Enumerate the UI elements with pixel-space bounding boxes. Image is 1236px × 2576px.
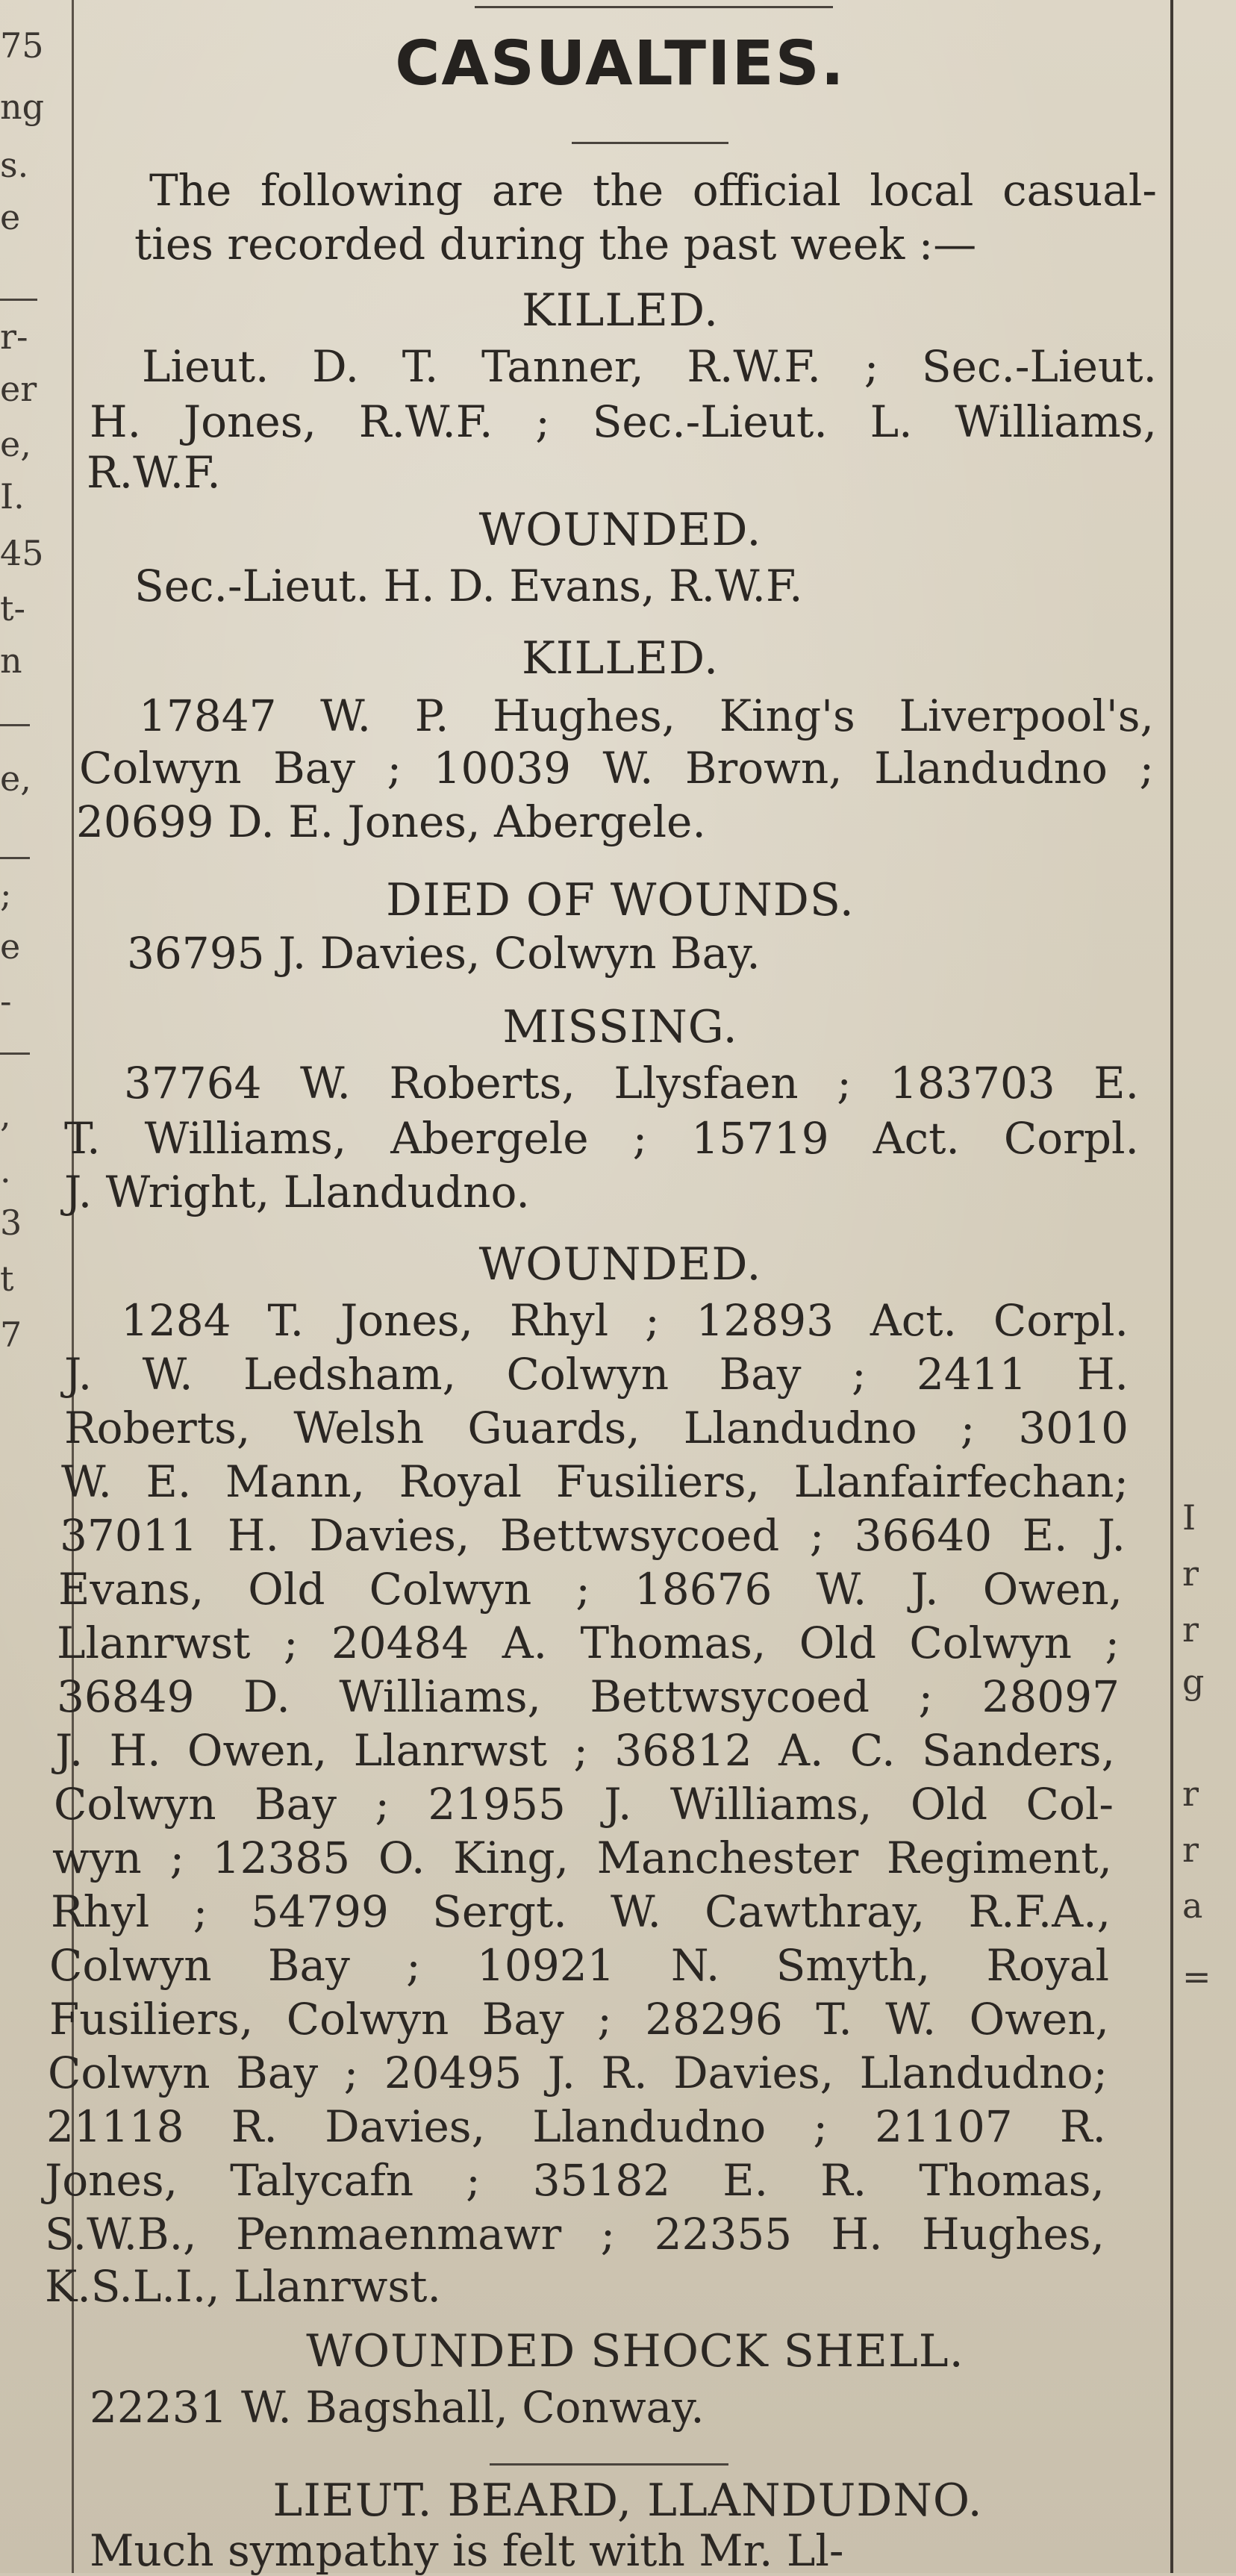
casualties-article bbox=[45, 0, 1169, 2576]
entry-line: Lieut. D. T. Tanner, R.W.F. ; Sec.-Lieut. bbox=[142, 341, 1157, 392]
left-fragment: s. bbox=[0, 145, 29, 185]
entry-line: J. W. Ledsham, Colwyn Bay ; 2411 H. bbox=[64, 1349, 1129, 1400]
left-fragment: ; bbox=[0, 874, 12, 914]
left-fragment: er bbox=[0, 369, 37, 409]
right-fragment: r bbox=[1182, 1830, 1199, 1870]
section-heading: DIED OF WOUNDS. bbox=[386, 874, 855, 926]
left-divider bbox=[0, 299, 37, 301]
entry-line: Llanrwst ; 20484 A. Thomas, Old Colwyn ; bbox=[57, 1618, 1120, 1668]
entry-line: 36795 J. Davies, Colwyn Bay. bbox=[127, 928, 761, 979]
section-rule bbox=[490, 2463, 728, 2466]
left-fragment: , bbox=[0, 1094, 11, 1135]
entry-line: 22231 W. Bagshall, Conway. bbox=[90, 2382, 705, 2433]
next-article-heading: LIEUT. BEARD, LLANDUDNO. bbox=[272, 2474, 983, 2527]
top-rule bbox=[475, 6, 833, 8]
intro-line: The following are the official local casual- bbox=[149, 165, 1157, 216]
left-fragment: I. bbox=[0, 476, 25, 517]
right-column-fragments bbox=[1175, 0, 1236, 2573]
left-fragment: . bbox=[0, 1150, 11, 1191]
section-heading: WOUNDED. bbox=[478, 1238, 762, 1291]
intro-line: ties recorded during the past week :— bbox=[134, 219, 977, 269]
left-fragment: 45 bbox=[0, 533, 44, 573]
next-article-line: Much sympathy is felt with Mr. Ll- bbox=[90, 2525, 844, 2576]
article-title: CASUALTIES. bbox=[395, 28, 846, 99]
entry-line: Colwyn Bay ; 10039 W. Brown, Llandudno ; bbox=[79, 743, 1154, 793]
entry-line: W. E. Mann, Royal Fusiliers, Llanfairfechan; bbox=[61, 1456, 1129, 1507]
section-heading: WOUNDED. bbox=[478, 504, 762, 556]
section-heading: KILLED. bbox=[521, 632, 720, 684]
entry-line: J. Wright, Llandudno. bbox=[64, 1167, 530, 1217]
left-fragment: e, bbox=[0, 758, 31, 799]
entry-line: 17847 W. P. Hughes, King's Liverpool's, bbox=[139, 690, 1154, 741]
left-divider bbox=[0, 857, 30, 859]
left-divider bbox=[0, 1052, 30, 1055]
entry-line: 36849 D. Williams, Bettwsycoed ; 28097 bbox=[57, 1671, 1120, 1722]
left-fragment: e bbox=[0, 926, 21, 967]
left-fragment: r- bbox=[0, 316, 28, 357]
entry-line: Sec.-Lieut. H. D. Evans, R.W.F. bbox=[134, 561, 803, 611]
right-fragment: g bbox=[1182, 1662, 1205, 1702]
right-fragment: I bbox=[1182, 1497, 1196, 1538]
entry-line: T. Williams, Abergele ; 15719 Act. Corpl. bbox=[64, 1113, 1139, 1164]
left-divider bbox=[0, 724, 30, 726]
left-fragment: 7 bbox=[0, 1314, 22, 1355]
left-fragment: - bbox=[0, 981, 12, 1021]
entry-line: 21118 R. Davies, Llandudno ; 21107 R. bbox=[46, 2101, 1106, 2152]
entry-line: Colwyn Bay ; 20495 J. R. Davies, Llandudno; bbox=[48, 2048, 1108, 2098]
entry-line: Colwyn Bay ; 21955 J. Williams, Old Col- bbox=[54, 1779, 1114, 1830]
entry-line: S.W.B., Penmaenmawr ; 22355 H. Hughes, bbox=[45, 2209, 1105, 2260]
entry-line: Fusiliers, Colwyn Bay ; 28296 T. W. Owen, bbox=[49, 1994, 1109, 2045]
left-fragment: 75 bbox=[0, 25, 44, 66]
section-heading: WOUNDED SHOCK SHELL. bbox=[306, 2325, 964, 2377]
entry-line: 37764 W. Roberts, Llysfaen ; 183703 E. bbox=[124, 1058, 1139, 1108]
entry-line: R.W.F. bbox=[87, 447, 221, 498]
right-fragment: = bbox=[1182, 1956, 1211, 1997]
right-fragment: r bbox=[1182, 1774, 1199, 1814]
section-heading: KILLED. bbox=[521, 284, 720, 337]
entry-line: J. H. Owen, Llanrwst ; 36812 A. C. Sanders, bbox=[55, 1725, 1115, 1776]
entry-line: wyn ; 12385 O. King, Manchester Regiment, bbox=[52, 1833, 1112, 1883]
entry-line: 20699 D. E. Jones, Abergele. bbox=[76, 796, 706, 847]
left-fragment: ng bbox=[0, 87, 45, 127]
right-fragment: r bbox=[1182, 1609, 1199, 1650]
title-rule bbox=[572, 142, 728, 144]
left-fragment: t bbox=[0, 1259, 14, 1299]
entry-line: Jones, Talycafn ; 35182 E. R. Thomas, bbox=[45, 2155, 1105, 2206]
entry-line: Roberts, Welsh Guards, Llandudno ; 3010 bbox=[64, 1403, 1129, 1453]
entry-line: 1284 T. Jones, Rhyl ; 12893 Act. Corpl. bbox=[121, 1295, 1129, 1346]
column-rule-right bbox=[1170, 0, 1173, 2573]
left-fragment: e, bbox=[0, 424, 31, 464]
left-fragment: 3 bbox=[0, 1203, 22, 1243]
left-fragment: t- bbox=[0, 588, 26, 629]
right-fragment: r bbox=[1182, 1553, 1199, 1594]
entry-line: Rhyl ; 54799 Sergt. W. Cawthray, R.F.A., bbox=[51, 1886, 1111, 1937]
entry-line: Evans, Old Colwyn ; 18676 W. J. Owen, bbox=[58, 1564, 1123, 1615]
left-fragment: n bbox=[0, 640, 22, 681]
entry-line: Colwyn Bay ; 10921 N. Smyth, Royal bbox=[49, 1940, 1109, 1991]
entry-line: 37011 H. Davies, Bettwsycoed ; 36640 E. J. bbox=[60, 1510, 1126, 1561]
left-fragment: e bbox=[0, 197, 21, 237]
entry-line: K.S.L.I., Llanrwst. bbox=[45, 2261, 441, 2312]
right-fragment: a bbox=[1182, 1886, 1203, 1926]
section-heading: MISSING. bbox=[502, 1001, 738, 1053]
entry-line: H. Jones, R.W.F. ; Sec.-Lieut. L. Williams, bbox=[90, 396, 1157, 447]
